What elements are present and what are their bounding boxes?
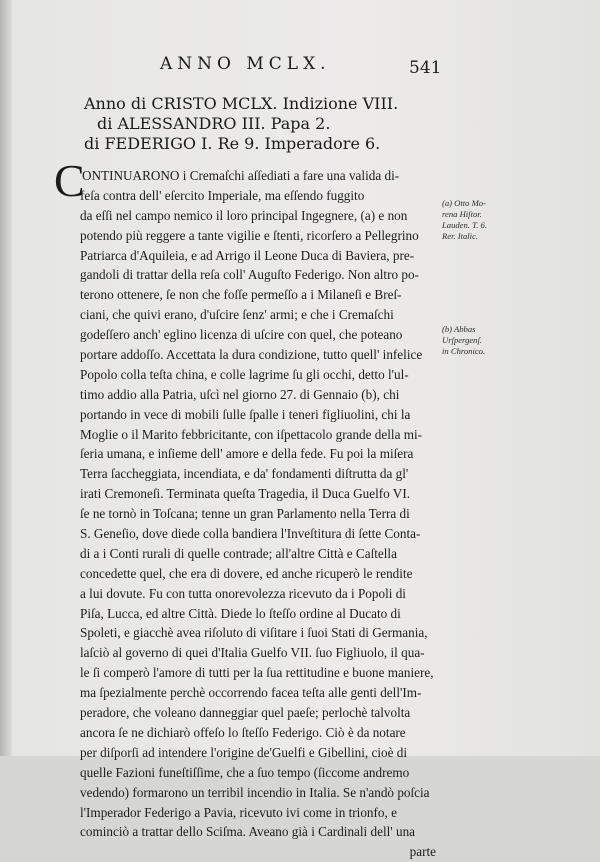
margin-note-line: in Chronico. bbox=[442, 346, 486, 356]
catchword: parte bbox=[409, 844, 436, 860]
text-line: ſe ne tornò in Toſcana; tenne un gran Parlamento nella Terra di bbox=[80, 506, 410, 522]
heading-line-year: Anno di CRISTO MCLX. Indizione VIII. bbox=[84, 94, 399, 113]
text-line: ancora ſe ne dichiarò offeſo lo ſteſſo Federigo. Ciò è da notare bbox=[80, 724, 406, 740]
text-line: di a i Conti rurali di quelle contrade; all'altre Città e Caſtella bbox=[80, 545, 397, 561]
margin-note-a bbox=[442, 198, 522, 242]
text-line: S. Geneſio, dove diede colla bandiera l'Inveſtitura di ſette Conta- bbox=[80, 526, 421, 542]
text-line: timo addio alla Patria, uſcì nel giorno 27. di Gennaio (b), chi bbox=[80, 386, 400, 402]
text-line: le ſi comperò l'amore di tutti per la ſua rettitudine e buone maniere, bbox=[80, 665, 434, 681]
body-text bbox=[80, 166, 440, 862]
margin-note-line: (a) Otto Mo- bbox=[442, 198, 486, 208]
text-line: peradore, che voleano danneggiar quel paeſe; perlochè talvolta bbox=[80, 705, 411, 721]
margin-note-line: Rer. Italic. bbox=[442, 231, 479, 241]
heading-line-pope: di ALESSANDRO III. Papa 2. bbox=[97, 114, 331, 133]
text-line: terono ottenere, ſe non che foſſe permeſſo a i Milaneſi e Breſ- bbox=[80, 287, 402, 303]
text-line: Piſa, Lucca, ed altre Città. Diede lo ſteſſo ordine al Ducato di bbox=[80, 605, 401, 621]
text-line: per diſporſi ad intendere l'origine de'Guelfi e Gibellini, cioè di bbox=[80, 744, 408, 760]
text-line: vedendo) formarono un terribil incendio in Italia. Se n'andò poſcia bbox=[80, 784, 430, 800]
margin-note-line: Lauden. T. 6. bbox=[442, 220, 487, 230]
text-line: Moglie o il Marito febbricitante, con iſpettacolo grande della mi- bbox=[80, 426, 423, 442]
text-line: potendo più reggere a tante vigilie e ſtenti, ricorſero a Pellegrino bbox=[80, 227, 419, 243]
margin-note-line: (b) Abbas bbox=[442, 324, 476, 334]
text-line: cominciò a trattar dello Sciſma. Aveano già i Cardinali dell' una bbox=[80, 824, 416, 840]
drop-cap: C bbox=[54, 155, 85, 206]
margin-note-line: Urſpergenſ. bbox=[442, 335, 483, 345]
text-line: ONTINUARONO i Cremaſchi aſſediati a fare una valida di- bbox=[82, 168, 400, 183]
text-line: ciani, che quivi erano, d'uſcire ſenz' armi; e che i Cremaſchi bbox=[80, 307, 394, 323]
text-line: l'Imperador Federigo a Pavia, ricevuto ivi come in trionfo, e bbox=[80, 804, 397, 820]
text-line: portare addoſſo. Accettata la dura condizione, tutto quell' infelice bbox=[80, 347, 423, 363]
margin-note-b bbox=[442, 324, 522, 357]
text-line: laſciò al governo di quei d'Italia Guelfo VII. ſuo Figliuolo, il qua- bbox=[80, 645, 425, 661]
text-line: concedette quel, che era di dovere, ed anche ricuperò le rendite bbox=[80, 565, 413, 581]
text-line: godeſſero anch' eglino licenza di uſcire con quel, che poteano bbox=[80, 327, 403, 343]
text-line: ma ſpezialmente perchè occorrendo facea teſta alle genti dell'Im- bbox=[80, 685, 422, 701]
text-line: Popolo colla teſta china, e colle lagrime ſu gli occhi, detto l'ul- bbox=[80, 366, 409, 382]
text-line: Spoleti, e giacchè avea riſoluto di viſitare i ſuoi Stati di Germania, bbox=[80, 625, 428, 641]
running-head: ANNO MCLX. bbox=[160, 54, 331, 74]
page-number: 541 bbox=[409, 58, 442, 78]
text-line: portando in vece di mobili ſulle ſpalle i teneri figliuolini, chi la bbox=[80, 406, 411, 422]
text-line: Terra ſaccheggiata, incendiata, e da' fondamenti diſtrutta da gl' bbox=[80, 466, 409, 482]
page-spine-shadow bbox=[0, 0, 12, 756]
chapter-heading bbox=[84, 94, 424, 154]
text-line: ſeria umana, e inſieme dell' amore e della fede. Fu poi la miſera bbox=[80, 446, 414, 462]
text-line: irati Cremoneſi. Terminata queſta Tragedia, il Duca Guelfo VI. bbox=[80, 486, 411, 502]
margin-note-line: rena Hiſtor. bbox=[442, 209, 482, 219]
text-line: quelle Fazioni funeſtiſſime, che a ſuo tempo (ſiccome andremo bbox=[80, 764, 410, 780]
text-line: feſa contra dell' eſercito Imperiale, ma eſſendo fuggito bbox=[80, 187, 365, 203]
text-line: a lui dovute. Fu con tutta onorevolezza ricevuto da i Popoli di bbox=[80, 585, 406, 601]
text-line: Patriarca d'Aquileia, e ad Arrigo il Leone Duca di Baviera, pre- bbox=[80, 247, 415, 263]
text-line: gandoli di trattar della reſa coll' Auguſto Federigo. Non altro po- bbox=[80, 267, 419, 283]
heading-line-emperor: di FEDERIGO I. Re 9. Imperadore 6. bbox=[84, 134, 381, 153]
text-line: da eſſi nel campo nemico il loro principal Ingegnere, (a) e non bbox=[80, 207, 408, 223]
